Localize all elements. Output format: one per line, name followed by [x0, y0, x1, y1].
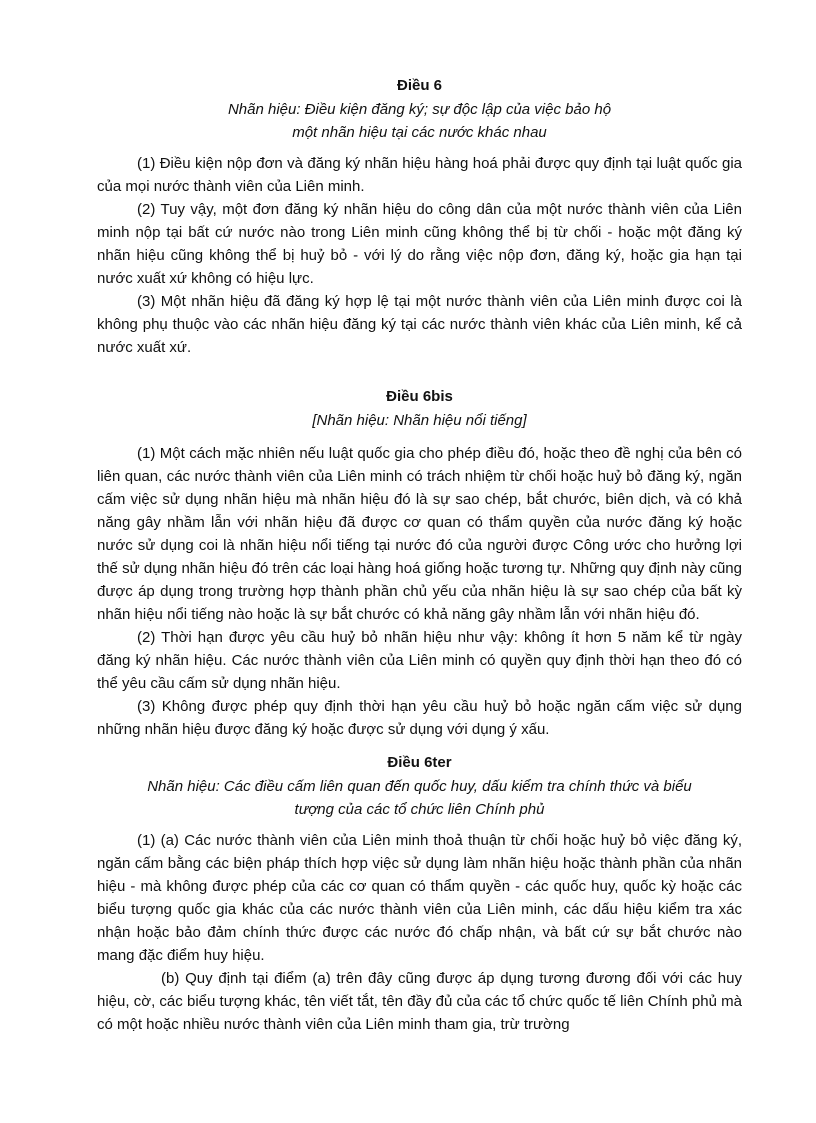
spacer — [97, 821, 742, 829]
section-spacer — [97, 359, 742, 385]
article-6ter-subtitle-line-1: Nhãn hiệu: Các điều cấm liên quan đến quốc huy, dấu kiểm tra chính thức và biểu — [147, 778, 692, 795]
article-6ter — [97, 751, 742, 1036]
article-6-paragraph-3: (3) Một nhãn hiệu đã đăng ký hợp lệ tại một nước thành viên của Liên minh được coi là không phụ thuộc vào các nhãn hiệu đăng ký tại các nước thành viên khác của Liên minh, kể cả nước xuất xứ. — [97, 293, 742, 356]
article-6bis-paragraph-1: (1) Một cách mặc nhiên nếu luật quốc gia cho phép điều đó, hoặc theo đề nghị của bên có liên quan, các nước thành viên của Liên minh có trách nhiệm từ chối hoặc huỷ bỏ đăng ký, ngăn cấm việc sử dụng nhãn hiệu mà nhãn hiệu đó là sự sao chép, bắt chước, biên dịch, và có khả năng gây nhầm lẫn với nhãn hiệu đã được cơ quan có thẩm quyền của nước đăng ký hoặc nước sử dụng coi là nhãn hiệu nổi tiếng tại nước đó của người được Công ước cho hưởng lợi thế sử dụng nhãn hiệu đó trên các loại hàng hoá giống hoặc tương tự. Những quy định này cũng được áp dụng trong trường hợp thành phần chủ yếu của nhãn hiệu là sự sao chép của bất kỳ nhãn hiệu nổi tiếng nào hoặc là sự bắt chước có khả năng gây nhầm lẫn với nhãn hiệu đó. — [97, 445, 742, 623]
article-6-paragraph-2: (2) Tuy vậy, một đơn đăng ký nhãn hiệu do công dân của một nước thành viên của Liên minh nộp tại bất cứ nước nào trong Liên minh cũng không thể bị từ chối - hoặc một đăng ký nhãn hiệu cũng không thể bị huỷ bỏ - với lý do rằng việc nộp đơn, đăng ký, hoặc gia hạn tại nước xuất xứ không có hiệu lực. — [97, 201, 742, 287]
article-6ter-title: Điều 6ter — [387, 754, 452, 771]
article-6 — [97, 74, 742, 359]
article-6bis — [97, 385, 742, 741]
spacer — [97, 144, 742, 152]
article-6-subtitle-line-2: một nhãn hiệu tại các nước khác nhau — [292, 124, 547, 141]
article-6ter-subtitle-line-2: tượng của các tổ chức liên Chính phủ — [294, 801, 545, 818]
article-6bis-paragraph-3: (3) Không được phép quy định thời hạn yêu cầu huỷ bỏ hoặc ngăn cấm việc sử dụng những nhãn hiệu được đăng ký hoặc được sử dụng với dụng ý xấu. — [97, 698, 742, 738]
spacer — [97, 432, 742, 442]
article-6-title: Điều 6 — [396, 77, 442, 94]
article-6-paragraph-1: (1) Điều kiện nộp đơn và đăng ký nhãn hiệu hàng hoá phải được quy định tại luật quốc gia của mọi nước thành viên của Liên minh. — [97, 155, 742, 195]
article-6ter-paragraph-1b: (b) Quy định tại điểm (a) trên đây cũng được áp dụng tương đương đối với các huy hiệu, cờ, các biểu tượng khác, tên viết tắt, tên đầy đủ của các tổ chức quốc tế liên Chính phủ mà có một hoặc nhiều nước thành viên của Liên minh tham gia, trừ trường — [97, 970, 742, 1033]
article-6bis-paragraph-2: (2) Thời hạn được yêu cầu huỷ bỏ nhãn hiệu như vậy: không ít hơn 5 năm kể từ ngày đăng ký nhãn hiệu. Các nước thành viên của Liên minh có quyền quy định thời hạn theo đó có thể yêu cầu cấm sử dụng nhãn hiệu. — [97, 629, 742, 692]
article-6bis-subtitle: [Nhãn hiệu: Nhãn hiệu nổi tiếng] — [312, 412, 527, 429]
article-6ter-paragraph-1a: (1) (a) Các nước thành viên của Liên minh thoả thuận từ chối hoặc huỷ bỏ việc đăng ký, ngăn cấm bằng các biện pháp thích hợp việc sử dụng làm nhãn hiệu hoặc thành phần của nhãn hiệu - mà không được phép của các cơ quan có thẩm quyền - các quốc huy, quốc kỳ hoặc các biểu tượng quốc gia khác của các nước thành viên của Liên minh, các dấu hiệu kiểm tra xác nhận hoặc bảo đảm chính thức được các nước đó chấp nhận, và bất cứ sự bắt chước nào mang đặc điểm huy hiệu. — [97, 832, 742, 964]
section-spacer — [97, 741, 742, 751]
article-6-subtitle-line-1: Nhãn hiệu: Điều kiện đăng ký; sự độc lập của việc bảo hộ — [227, 101, 612, 118]
article-6bis-title: Điều 6bis — [386, 388, 453, 405]
